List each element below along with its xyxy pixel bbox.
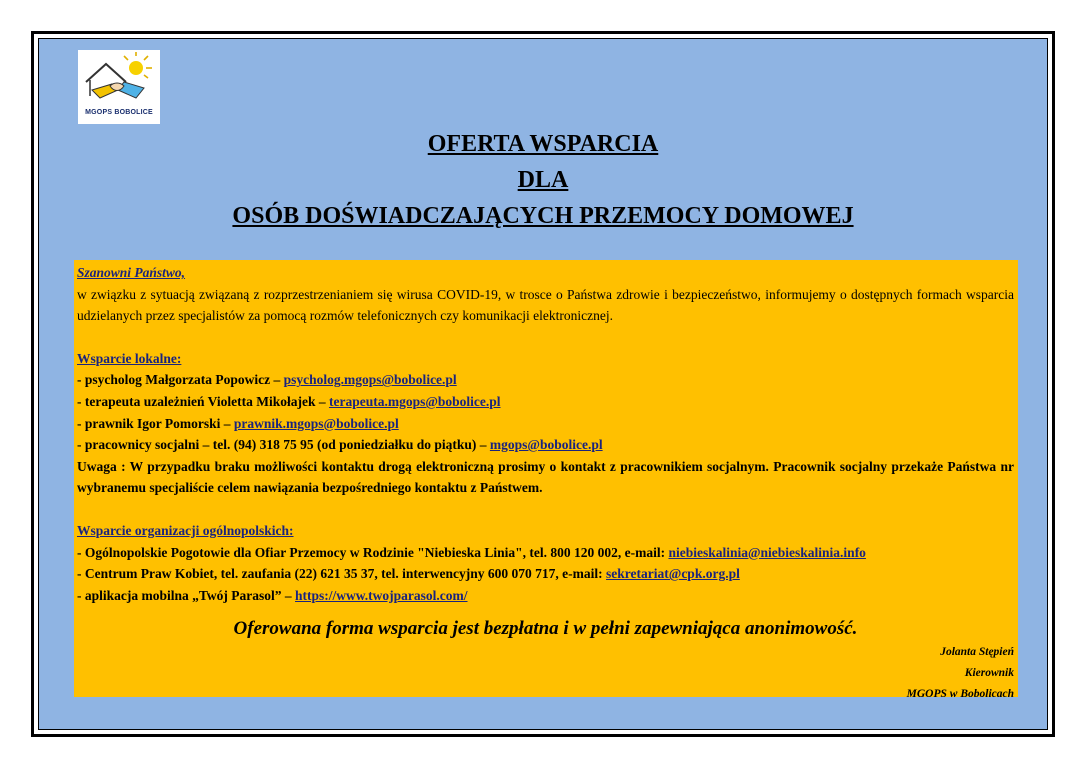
signature-name: Jolanta Stępień	[940, 646, 1014, 659]
national-support-heading: Wsparcie organizacji ogólnopolskich:	[77, 522, 294, 538]
list-item: - prawnik Igor Pomorski – prawnik.mgops@bobolice.pl	[77, 415, 399, 431]
local-note: Uwaga : W przypadku braku możliwości kontaktu drogą elektroniczną prosimy o kontakt z pracownikiem socjalnym. Pracownik socjalny przekaże Państwa nr wybranemu specjaliście celem nawiązania bezpośredniego kontaktu z Państwem.	[77, 458, 1014, 496]
list-item: - aplikacja mobilna „Twój Parasol” – https://www.twojparasol.com/	[77, 587, 468, 603]
signature	[77, 642, 1014, 705]
page-frame	[31, 31, 1055, 737]
list-item: - pracownicy socjalni – tel. (94) 318 75 95 (od poniedziałku do piątku) – mgops@bobolice.pl	[77, 437, 603, 453]
signature-org: MGOPS w Bobolicach	[906, 688, 1014, 701]
house-handshake-sun-logo-icon	[82, 52, 156, 104]
local-support-heading: Wsparcie lokalne:	[77, 350, 182, 366]
page-background	[38, 38, 1048, 730]
title-line-1: OFERTA WSPARCIA	[427, 131, 659, 157]
list-item: - Ogólnopolskie Pogotowie dla Ofiar Przemocy w Rodzinie "Niebieska Linia", tel. 800 120 002, e-mail: niebieskalinia@niebieskalinia.info	[77, 544, 866, 560]
email-link[interactable]: mgops@bobolice.pl	[489, 437, 603, 453]
logo-text: MGOPS BOBOLICE	[85, 109, 153, 116]
signature-role: Kierownik	[964, 667, 1014, 680]
email-link[interactable]: niebieskalinia@niebieskalinia.info	[668, 544, 866, 560]
page-title	[39, 126, 1047, 234]
email-link[interactable]: prawnik.mgops@bobolice.pl	[233, 415, 399, 431]
list-item: - terapeuta uzależnień Violetta Mikołajek – terapeuta.mgops@bobolice.pl	[77, 393, 501, 409]
greeting: Szanowni Państwo,	[77, 265, 186, 280]
email-link[interactable]: psycholog.mgops@bobolice.pl	[283, 372, 457, 388]
closing-statement: Oferowana forma wsparcia jest bezpłatna i w pełni zapewniająca anonimowość.	[233, 618, 858, 640]
logo	[78, 50, 160, 124]
info-panel	[74, 260, 1018, 701]
email-link[interactable]: sekretariat@cpk.org.pl	[606, 566, 740, 582]
list-item: - Centrum Praw Kobiet, tel. zaufania (22) 621 35 37, tel. interwencyjny 600 070 717, e-mail: sekretariat@cpk.org.pl	[77, 566, 740, 582]
list-item: - psycholog Małgorzata Popowicz – psycholog.mgops@bobolice.pl	[77, 372, 457, 388]
website-link[interactable]: https://www.twojparasol.com/	[295, 587, 468, 603]
title-line-3: OSÓB DOŚWIADCZAJĄCYCH PRZEMOCY DOMOWEJ	[232, 203, 854, 229]
email-link[interactable]: terapeuta.mgops@bobolice.pl	[328, 393, 501, 409]
intro-text: w związku z sytuacją związaną z rozprzestrzenianiem się wirusa COVID-19, w trosce o Państwa zdrowie i bezpieczeństwo, informujemy o dostępnych formach wsparcia udzielanych przez specjalistów za pomocą rozmów telefonicznych czy komunikacji elektronicznej.	[77, 286, 1014, 324]
title-line-2: DLA	[517, 167, 569, 193]
